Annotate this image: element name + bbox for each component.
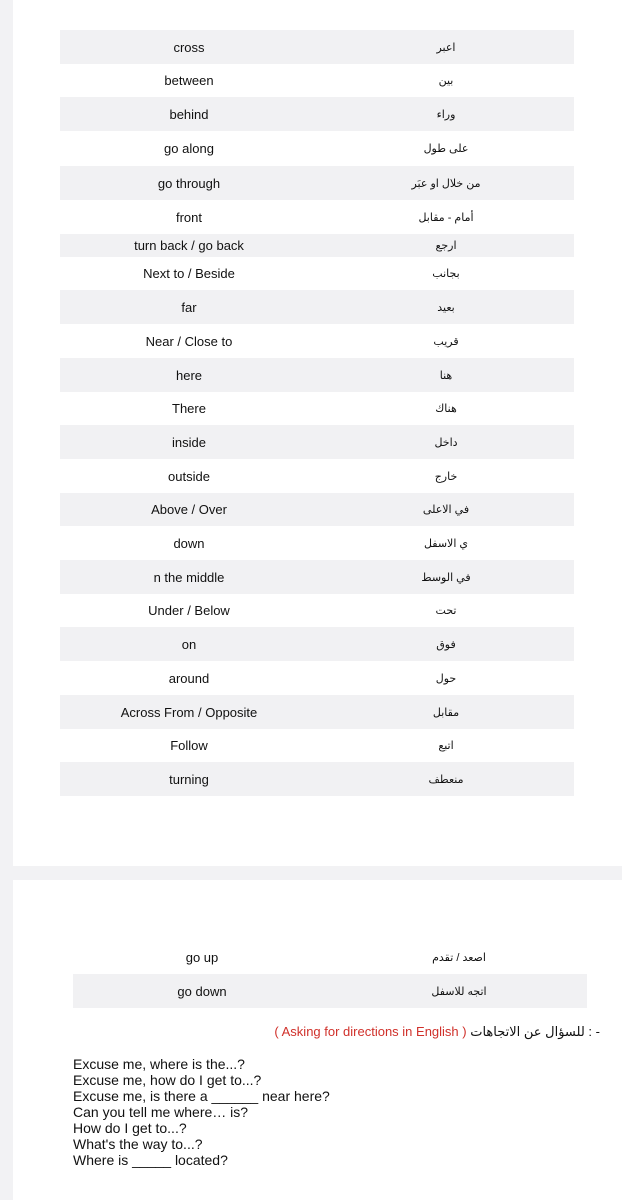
english-term: down [173,535,205,551]
arabic-term: اتجه للاسفل [331,974,587,1008]
arabic-term: وراء [318,97,574,131]
english-term: around [168,670,210,686]
english-term: Follow [170,738,208,753]
phrases-list [73,1056,330,1168]
heading-dash: - [595,1024,600,1039]
arabic-term: منعطف [318,762,574,796]
phrase-line: Where is _____ located? [73,1152,228,1168]
vocab-row [60,493,574,526]
phrase-line: Excuse me, is there a ______ near here? [73,1088,330,1104]
vocab-row [60,459,574,493]
arabic-term: في الاعلى [318,493,574,526]
arabic-term: هنا [318,358,574,392]
vocab-row [60,234,574,257]
english-term: between [164,73,214,88]
arabic-term: خارج [434,470,458,483]
directions-heading [0,1024,600,1040]
arabic-term: ارجع [318,234,574,257]
heading-english: ( Asking for directions in English ) [274,1024,467,1039]
vocab-row [73,940,587,974]
vocab-row [60,324,574,358]
vocab-row [60,627,574,661]
arabic-term: بجانب [432,268,460,280]
vocab-row [60,425,574,459]
english-term: go along [164,141,214,156]
english-term: There [172,401,206,416]
english-term: here [60,358,318,392]
arabic-term: اصعد / تقدم [432,951,486,964]
vocabulary-table-page-1 [60,30,574,796]
phrase-line: How do I get to...? [73,1120,187,1136]
english-term: far [60,290,318,324]
vocab-row [60,661,574,695]
arabic-term: قريب [433,335,459,348]
english-term: inside [60,425,318,459]
arabic-term: بين [438,75,454,87]
arabic-term: أمام - مقابل [418,211,474,224]
phrase-line: Excuse me, how do I get to...? [73,1072,262,1088]
vocab-row [60,560,574,594]
vocab-row [60,64,574,97]
arabic-term: من خلال او عبَر [318,166,574,200]
english-term: turning [60,762,318,796]
vocab-row [60,762,574,796]
vocab-row [60,526,574,560]
vocabulary-table-page-2 [73,940,587,1008]
english-term: go up [185,949,219,965]
arabic-term: فوق [318,627,574,661]
arabic-term: تحت [435,605,457,617]
vocab-row [60,695,574,729]
vocab-row [60,131,574,166]
english-term: on [60,627,318,661]
vocab-row [60,166,574,200]
english-term: go down [73,974,331,1008]
arabic-term: حول [435,672,457,685]
arabic-term: هناك [435,403,457,415]
english-term: outside [168,468,210,484]
arabic-term: ي الاسفل [423,537,469,550]
arabic-term: في الوسط [318,560,574,594]
vocab-row [60,97,574,131]
arabic-term: مقابل [318,695,574,729]
vocab-row [60,358,574,392]
vocab-row [73,974,587,1008]
english-term: Near / Close to [145,333,233,349]
vocab-row [60,257,574,290]
english-term: Next to / Beside [143,266,235,281]
english-term: cross [60,30,318,64]
english-term: go through [60,166,318,200]
english-term: n the middle [60,560,318,594]
arabic-term: داخل [318,425,574,459]
english-term: front [175,209,202,225]
english-term: Above / Over [60,493,318,526]
english-term: behind [60,97,318,131]
english-term: turn back / go back [60,234,318,257]
arabic-term: بعيد [318,290,574,324]
english-term: Across From / Opposite [60,695,318,729]
arabic-term: على طول [423,143,469,155]
vocab-row [60,729,574,762]
vocab-row [60,392,574,425]
vocab-row [60,594,574,627]
phrase-line: Can you tell me where… is? [73,1104,249,1120]
arabic-term: اتبع [438,740,454,752]
vocab-row [60,290,574,324]
arabic-term: اعبر [318,30,574,64]
phrase-line: Excuse me, where is the...? [73,1056,245,1072]
vocab-row [60,200,574,234]
heading-arabic: للسؤال عن الاتجاهات : [470,1024,593,1039]
english-term: Under / Below [148,603,230,618]
vocab-row [60,30,574,64]
phrase-line: What's the way to...? [73,1136,203,1152]
